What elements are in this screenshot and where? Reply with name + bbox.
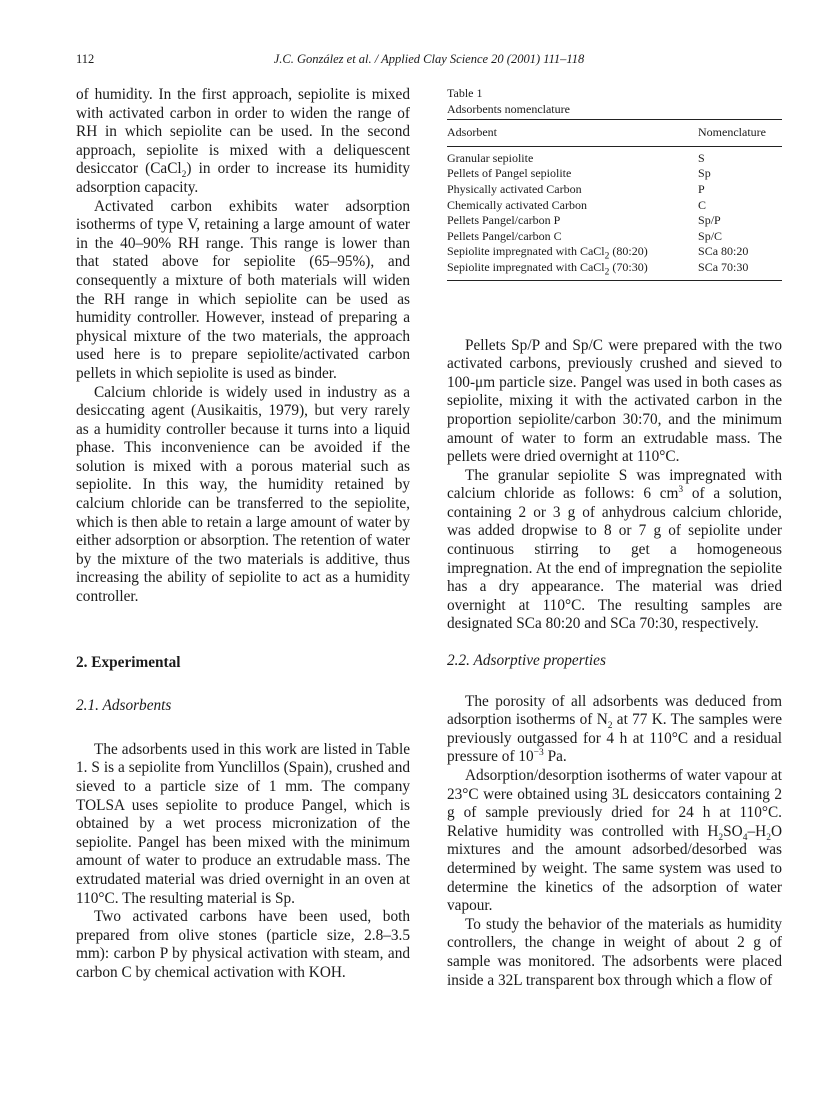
- table-row: [447, 260, 782, 280]
- nomenclature-cell: SCa 70:30: [698, 259, 749, 274]
- nomenclature-cell: Sp: [698, 166, 711, 181]
- adsorbent-cell: Pellets of Pangel sepiolite: [447, 166, 572, 181]
- nomenclature-cell: P: [698, 181, 705, 196]
- column-header-nomenclature: Nomenclature: [698, 125, 766, 140]
- nomenclature-table: [447, 119, 782, 280]
- table-row: [447, 213, 782, 229]
- nomenclature-cell: S: [698, 150, 705, 165]
- adsorbent-cell: Granular sepiolite: [447, 150, 534, 165]
- right-paragraph-2: The granular sepiolite S was impregnated with calcium chloride as follows: 6 $cm^3$ of a solution, containing 2 or 3 g of anhydrous calcium chloride, was added dropwise to 8 or 7 g of sepiolite under continuous stirring to get a homogeneous impregnation. At the end of impregnation the sepiolite has a dry appearance. The material was dried overnight at 110°C. The resulting samples are designated SCa 80:20 and SCa 70:30, respectively.: [447, 466, 782, 633]
- subsection-heading-adsorptive-properties: 2.2. Adsorptive properties: [447, 652, 606, 670]
- left-paragraph-2: Activated carbon exhibits water adsorption isotherms of type V, retaining a large amount of water in the 40–90% RH range. This range is lower than that stated above for sepiolite (65–95%), and consequently a mixture of both materials will widen the RH range in which sepiolite can be used as humidity controller. However, instead of preparing a physical mixture of the two materials, the approach used here is to prepare sepiolite/activated carbon pellets in which sepiolite is used as binder.: [76, 197, 410, 382]
- right-paragraph-5: To study the behavior of the materials as humidity controllers, the change in weight of about 2 g of sample was monitored. The adsorbents were placed inside a 32L transparent box through which a flow of: [447, 915, 782, 989]
- nomenclature-cell: C: [698, 197, 707, 212]
- table-label: Table 1: [447, 86, 483, 100]
- left-paragraph-3: Calcium chloride is widely used in industry as a desiccating agent (Ausikaitis, 1979), but very rarely as a humidity controller because it turns into a liquid phase. This inconvenience can be avoided if the solution is mixed with a porous material such as sepiolite. In this way, the humidity retained by calcium chloride can be transferred to the sepiolite, which is then able to retain a large amount of water by either adsorption or absorption. The retention of water by the mixture of the two materials is additive, thus increasing the ability of sepiolite to act as a humidity controller.: [76, 383, 410, 606]
- left-paragraph-5: Two activated carbons have been used, both prepared from olive stones (particle size, 2.8–3.5 mm): carbon P by physical activation with steam, and carbon C by chemical activation with KOH.: [76, 908, 410, 981]
- adsorbent-cell: Sepiolite impregnated with CaCl$_2$ (70:30): [447, 259, 648, 278]
- table-row: [447, 229, 782, 245]
- left-paragraph-4: The adsorbents used in this work are listed in Table 1. S is a sepiolite from Yunclillos (Spain), crushed and sieved to a particle size of 1 mm. The company TOLSA uses sepiolite to produce Pangel, which is obtained by a wet process micronization of the sepiolite. Pangel has been mixed with the minimum amount of water to produce an extrudable mass. The extrudated material was dried overnight in an oven at 110°C. The resulting material is Sp.: [76, 740, 410, 907]
- table-row: [447, 146, 782, 166]
- running-head: J.C. González et al. / Applied Clay Science 20 (2001) 111–118: [273, 52, 585, 66]
- table-row: [447, 198, 782, 214]
- section-heading-experimental: 2. Experimental: [76, 653, 181, 671]
- table-title: Adsorbents nomenclature: [447, 101, 570, 116]
- column-header-adsorbent: Adsorbent: [447, 125, 497, 140]
- nomenclature-cell: Sp/C: [698, 228, 723, 243]
- right-column: [447, 86, 782, 990]
- adsorbent-cell: Chemically activated Carbon: [447, 197, 587, 212]
- adsorbent-cell: Sepiolite impregnated with CaCl$_2$ (80:20): [447, 244, 648, 262]
- table-row: [447, 244, 782, 260]
- table-header-row: [447, 120, 782, 147]
- left-column: [76, 86, 410, 983]
- adsorbent-cell: Physically activated Carbon: [447, 181, 582, 196]
- subsection-heading-adsorbents: 2.1. Adsorbents: [76, 697, 172, 715]
- table-row: [447, 182, 782, 198]
- adsorbent-cell: Pellets Pangel/carbon P: [447, 213, 561, 228]
- right-paragraph-3: The porosity of all adsorbents was deduced from adsorption isotherms of $N_2$ at 77 K. The samples were previously outgassed for 4 h at 110°C and a residual pressure of $10^{-3}$ Pa.: [447, 692, 782, 766]
- nomenclature-cell: Sp/P: [698, 213, 721, 228]
- right-paragraph-1: Pellets Sp/P and Sp/C were prepared with the two activated carbons, previously crushed and sieved to 100-μm particle size. Pangel was used in both cases as sepiolite, mixing it with the activated carbon in the proportion sepiolite/carbon 30:70, and the minimum amount of water to form an extrudable mass. The pellets were dried overnight at 110°C.: [447, 336, 782, 466]
- right-paragraph-4: Adsorption/desorption isotherms of water vapour at 23°C were obtained using 3L desiccators containing 2 g of sample previously dried for 24 h at 110°C. Relative humidity was controlled with $H_2SO_4-H_2O$ mixtures and the amount adsorbed/desorbed was determined by weight. The same system was used to determine the kinetics of the adsorption of water vapour.: [447, 767, 782, 915]
- table-row: [447, 166, 782, 182]
- left-paragraph-1: of humidity. In the first approach, sepiolite is mixed with activated carbon in order to widen the range of RH in which sepiolite can be used. In the second approach, sepiolite is mixed with a deliquescent desiccator (CaCl$_2$) in order to increase its humidity adsorption capacity.: [76, 86, 410, 196]
- page-number: 112: [76, 52, 95, 66]
- page-header: [76, 52, 782, 70]
- nomenclature-cell: SCa 80:20: [698, 244, 749, 259]
- table-1: [447, 86, 782, 281]
- adsorbent-cell: Pellets Pangel/carbon C: [447, 228, 562, 243]
